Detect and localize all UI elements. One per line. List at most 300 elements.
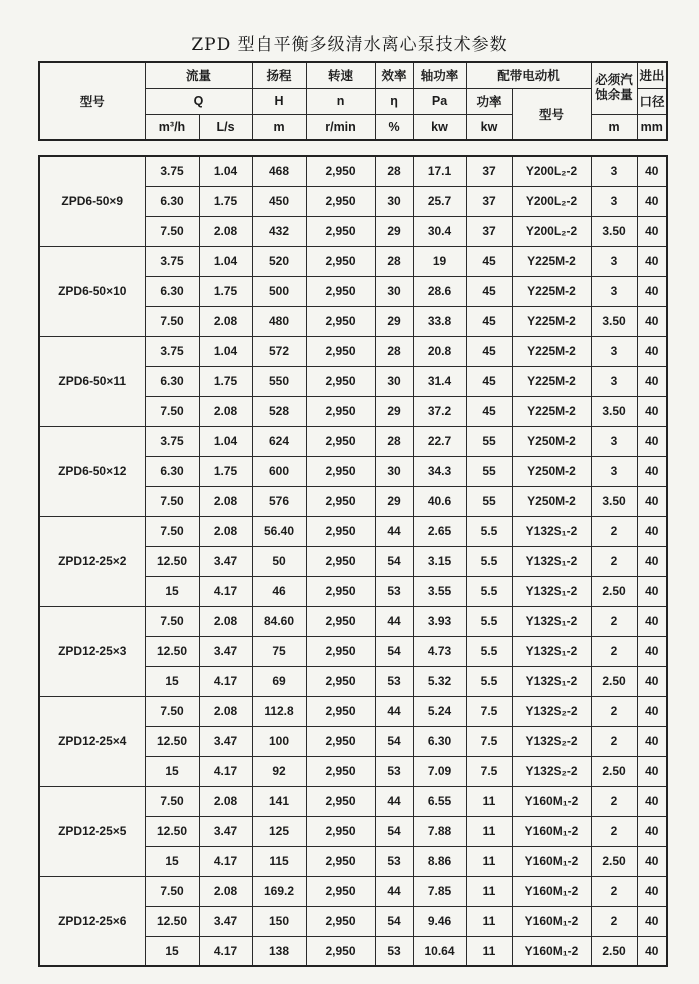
cell-speed-rmin: 2,950 (306, 696, 375, 726)
cell-flow-ls: 2.08 (199, 606, 252, 636)
cell-npsh-m: 3 (591, 186, 637, 216)
cell-head-m: 600 (252, 456, 306, 486)
cell-port-mm: 40 (637, 336, 667, 366)
cell-eff-pct: 29 (375, 486, 413, 516)
cell-flow-ls: 2.08 (199, 216, 252, 246)
cell-flow-m3h: 3.75 (145, 156, 199, 186)
cell-port-mm: 40 (637, 546, 667, 576)
cell-speed-rmin: 2,950 (306, 726, 375, 756)
table-row (39, 696, 667, 726)
cell-motor-power-kw: 7.5 (466, 726, 512, 756)
cell-flow-ls: 1.75 (199, 276, 252, 306)
cell-speed-rmin: 2,950 (306, 456, 375, 486)
cell-motor-power-kw: 37 (466, 186, 512, 216)
cell-port-mm: 40 (637, 186, 667, 216)
header-motor: 配带电动机 (466, 62, 591, 88)
cell-motor-power-kw: 5.5 (466, 516, 512, 546)
pump-model-cell: ZPD12-25×2 (39, 516, 145, 606)
cell-shaft-kw: 40.6 (413, 486, 466, 516)
cell-motor-power-kw: 11 (466, 936, 512, 966)
cell-speed-rmin: 2,950 (306, 846, 375, 876)
cell-port-mm: 40 (637, 426, 667, 456)
cell-head-m: 150 (252, 906, 306, 936)
pump-model-cell: ZPD12-25×6 (39, 876, 145, 966)
cell-npsh-m: 3 (591, 336, 637, 366)
cell-eff-pct: 28 (375, 336, 413, 366)
cell-motor-power-kw: 11 (466, 786, 512, 816)
cell-flow-ls: 2.08 (199, 396, 252, 426)
cell-eff-pct: 54 (375, 906, 413, 936)
cell-port-mm: 40 (637, 396, 667, 426)
cell-port-mm: 40 (637, 906, 667, 936)
header-unit-shaft-kw: kw (413, 114, 466, 140)
cell-speed-rmin: 2,950 (306, 876, 375, 906)
header-port-line1: 进出 (637, 62, 667, 88)
cell-motor-model: Y160M₁-2 (512, 846, 591, 876)
cell-npsh-m: 2.50 (591, 756, 637, 786)
cell-flow-ls: 3.47 (199, 816, 252, 846)
cell-eff-pct: 44 (375, 606, 413, 636)
cell-motor-model: Y160M₁-2 (512, 876, 591, 906)
header-speed: 转速 (306, 62, 375, 88)
cell-port-mm: 40 (637, 246, 667, 276)
pump-model-cell: ZPD12-25×4 (39, 696, 145, 786)
cell-eff-pct: 28 (375, 426, 413, 456)
header-shaft-power: 轴功率 (413, 62, 466, 88)
cell-speed-rmin: 2,950 (306, 186, 375, 216)
cell-flow-ls: 1.04 (199, 246, 252, 276)
cell-npsh-m: 2 (591, 726, 637, 756)
cell-head-m: 169.2 (252, 876, 306, 906)
cell-head-m: 141 (252, 786, 306, 816)
cell-motor-power-kw: 5.5 (466, 666, 512, 696)
cell-motor-model: Y200L₂-2 (512, 156, 591, 186)
cell-speed-rmin: 2,950 (306, 216, 375, 246)
cell-eff-pct: 53 (375, 756, 413, 786)
cell-head-m: 115 (252, 846, 306, 876)
pump-model-cell: ZPD6-50×9 (39, 156, 145, 246)
cell-motor-power-kw: 11 (466, 846, 512, 876)
cell-flow-m3h: 6.30 (145, 366, 199, 396)
cell-shaft-kw: 4.73 (413, 636, 466, 666)
cell-port-mm: 40 (637, 726, 667, 756)
cell-shaft-kw: 7.88 (413, 816, 466, 846)
cell-motor-power-kw: 45 (466, 336, 512, 366)
cell-flow-ls: 4.17 (199, 756, 252, 786)
cell-npsh-m: 2.50 (591, 666, 637, 696)
cell-motor-model: Y132S₁-2 (512, 636, 591, 666)
cell-eff-pct: 30 (375, 456, 413, 486)
pump-model-cell: ZPD6-50×11 (39, 336, 145, 426)
table-row (39, 516, 667, 546)
cell-head-m: 432 (252, 216, 306, 246)
cell-flow-m3h: 12.50 (145, 906, 199, 936)
cell-shaft-kw: 34.3 (413, 456, 466, 486)
cell-flow-m3h: 7.50 (145, 516, 199, 546)
cell-flow-m3h: 7.50 (145, 396, 199, 426)
cell-npsh-m: 2.50 (591, 846, 637, 876)
cell-shaft-kw: 33.8 (413, 306, 466, 336)
cell-speed-rmin: 2,950 (306, 636, 375, 666)
cell-motor-model: Y132S₁-2 (512, 576, 591, 606)
cell-npsh-m: 3.50 (591, 396, 637, 426)
cell-speed-rmin: 2,950 (306, 606, 375, 636)
cell-eff-pct: 53 (375, 936, 413, 966)
cell-head-m: 84.60 (252, 606, 306, 636)
cell-eff-pct: 53 (375, 666, 413, 696)
cell-motor-model: Y132S₁-2 (512, 606, 591, 636)
cell-eff-pct: 53 (375, 846, 413, 876)
cell-eff-pct: 30 (375, 186, 413, 216)
cell-shaft-kw: 6.30 (413, 726, 466, 756)
cell-motor-model: Y200L₂-2 (512, 216, 591, 246)
cell-motor-power-kw: 7.5 (466, 756, 512, 786)
cell-flow-m3h: 7.50 (145, 786, 199, 816)
cell-motor-power-kw: 55 (466, 426, 512, 456)
cell-motor-model: Y132S₂-2 (512, 696, 591, 726)
cell-head-m: 572 (252, 336, 306, 366)
cell-head-m: 50 (252, 546, 306, 576)
parameter-header-table (38, 61, 668, 141)
cell-npsh-m: 3.50 (591, 216, 637, 246)
cell-head-m: 450 (252, 186, 306, 216)
cell-shaft-kw: 25.7 (413, 186, 466, 216)
cell-speed-rmin: 2,950 (306, 516, 375, 546)
cell-head-m: 46 (252, 576, 306, 606)
cell-shaft-kw: 2.65 (413, 516, 466, 546)
cell-shaft-kw: 3.55 (413, 576, 466, 606)
cell-eff-pct: 30 (375, 366, 413, 396)
header-pa-symbol: Pa (413, 88, 466, 114)
cell-eff-pct: 29 (375, 306, 413, 336)
cell-shaft-kw: 5.32 (413, 666, 466, 696)
cell-shaft-kw: 8.86 (413, 846, 466, 876)
cell-eff-pct: 28 (375, 156, 413, 186)
cell-npsh-m: 2.50 (591, 936, 637, 966)
pump-model-cell: ZPD6-50×12 (39, 426, 145, 516)
cell-flow-m3h: 15 (145, 756, 199, 786)
cell-eff-pct: 54 (375, 636, 413, 666)
cell-motor-power-kw: 11 (466, 906, 512, 936)
cell-head-m: 500 (252, 276, 306, 306)
cell-motor-power-kw: 55 (466, 456, 512, 486)
cell-flow-m3h: 15 (145, 846, 199, 876)
cell-motor-power-kw: 5.5 (466, 606, 512, 636)
cell-head-m: 92 (252, 756, 306, 786)
cell-motor-model: Y225M-2 (512, 396, 591, 426)
cell-flow-ls: 1.75 (199, 186, 252, 216)
header-unit-m3h: m³/h (145, 114, 199, 140)
cell-speed-rmin: 2,950 (306, 936, 375, 966)
cell-motor-model: Y132S₂-2 (512, 756, 591, 786)
header-unit-ls: L/s (199, 114, 252, 140)
cell-npsh-m: 2 (591, 606, 637, 636)
cell-motor-power-kw: 5.5 (466, 576, 512, 606)
header-row-1 (39, 62, 667, 88)
cell-flow-m3h: 7.50 (145, 696, 199, 726)
header-unit-motor-kw: kw (466, 114, 512, 140)
cell-npsh-m: 3 (591, 276, 637, 306)
cell-port-mm: 40 (637, 846, 667, 876)
cell-motor-model: Y132S₁-2 (512, 666, 591, 696)
cell-flow-m3h: 7.50 (145, 606, 199, 636)
cell-speed-rmin: 2,950 (306, 786, 375, 816)
cell-motor-model: Y132S₂-2 (512, 726, 591, 756)
cell-port-mm: 40 (637, 666, 667, 696)
cell-flow-m3h: 12.50 (145, 726, 199, 756)
cell-flow-m3h: 15 (145, 666, 199, 696)
cell-port-mm: 40 (637, 696, 667, 726)
cell-flow-ls: 1.04 (199, 156, 252, 186)
cell-npsh-m: 3 (591, 366, 637, 396)
cell-speed-rmin: 2,950 (306, 426, 375, 456)
cell-head-m: 528 (252, 396, 306, 426)
cell-head-m: 100 (252, 726, 306, 756)
cell-flow-m3h: 12.50 (145, 636, 199, 666)
cell-flow-ls: 2.08 (199, 696, 252, 726)
cell-eff-pct: 54 (375, 726, 413, 756)
cell-motor-model: Y225M-2 (512, 306, 591, 336)
cell-flow-ls: 2.08 (199, 486, 252, 516)
cell-shaft-kw: 30.4 (413, 216, 466, 246)
cell-shaft-kw: 6.55 (413, 786, 466, 816)
cell-motor-model: Y200L₂-2 (512, 186, 591, 216)
cell-flow-m3h: 7.50 (145, 876, 199, 906)
table-row (39, 156, 667, 186)
cell-motor-model: Y132S₁-2 (512, 516, 591, 546)
cell-shaft-kw: 3.93 (413, 606, 466, 636)
header-efficiency: 效率 (375, 62, 413, 88)
header-unit-head-m: m (252, 114, 306, 140)
cell-motor-model: Y250M-2 (512, 456, 591, 486)
cell-flow-m3h: 3.75 (145, 426, 199, 456)
cell-speed-rmin: 2,950 (306, 156, 375, 186)
cell-npsh-m: 3 (591, 246, 637, 276)
parameter-data-table (38, 155, 668, 967)
header-motor-power: 功率 (466, 88, 512, 114)
table-row (39, 606, 667, 636)
cell-motor-power-kw: 7.5 (466, 696, 512, 726)
cell-head-m: 75 (252, 636, 306, 666)
header-h-symbol: H (252, 88, 306, 114)
cell-flow-m3h: 7.50 (145, 216, 199, 246)
cell-head-m: 520 (252, 246, 306, 276)
cell-port-mm: 40 (637, 216, 667, 246)
cell-motor-model: Y225M-2 (512, 246, 591, 276)
cell-flow-ls: 1.75 (199, 456, 252, 486)
cell-eff-pct: 29 (375, 216, 413, 246)
cell-flow-m3h: 7.50 (145, 306, 199, 336)
cell-port-mm: 40 (637, 306, 667, 336)
header-motor-model: 型号 (512, 88, 591, 140)
cell-speed-rmin: 2,950 (306, 306, 375, 336)
cell-motor-power-kw: 55 (466, 486, 512, 516)
cell-motor-power-kw: 45 (466, 246, 512, 276)
cell-flow-ls: 1.75 (199, 366, 252, 396)
cell-head-m: 125 (252, 816, 306, 846)
cell-flow-m3h: 15 (145, 576, 199, 606)
table-row (39, 336, 667, 366)
cell-npsh-m: 2.50 (591, 576, 637, 606)
cell-eff-pct: 53 (375, 576, 413, 606)
cell-motor-power-kw: 45 (466, 306, 512, 336)
cell-motor-power-kw: 5.5 (466, 546, 512, 576)
table-row (39, 426, 667, 456)
cell-motor-model: Y160M₁-2 (512, 906, 591, 936)
header-unit-npsh-m: m (591, 114, 637, 140)
cell-speed-rmin: 2,950 (306, 396, 375, 426)
cell-flow-m3h: 15 (145, 936, 199, 966)
cell-shaft-kw: 7.85 (413, 876, 466, 906)
header-unit-rmin: r/min (306, 114, 375, 140)
cell-flow-m3h: 12.50 (145, 546, 199, 576)
table-row (39, 876, 667, 906)
cell-motor-model: Y160M₁-2 (512, 936, 591, 966)
header-head: 扬程 (252, 62, 306, 88)
cell-motor-model: Y250M-2 (512, 426, 591, 456)
cell-motor-model: Y160M₁-2 (512, 786, 591, 816)
cell-port-mm: 40 (637, 486, 667, 516)
pump-model-cell: ZPD6-50×10 (39, 246, 145, 336)
cell-eff-pct: 54 (375, 816, 413, 846)
cell-npsh-m: 2 (591, 636, 637, 666)
cell-port-mm: 40 (637, 816, 667, 846)
cell-flow-ls: 1.04 (199, 336, 252, 366)
table-row (39, 246, 667, 276)
header-q-symbol: Q (145, 88, 252, 114)
cell-flow-ls: 2.08 (199, 516, 252, 546)
cell-flow-m3h: 6.30 (145, 186, 199, 216)
cell-port-mm: 40 (637, 276, 667, 306)
cell-npsh-m: 3 (591, 426, 637, 456)
cell-eff-pct: 44 (375, 876, 413, 906)
data-table-body (39, 156, 667, 966)
cell-eff-pct: 44 (375, 786, 413, 816)
cell-motor-model: Y225M-2 (512, 336, 591, 366)
cell-flow-ls: 2.08 (199, 306, 252, 336)
page-title: ZPD 型自平衡多级清水离心泵技术参数 (191, 35, 508, 55)
cell-speed-rmin: 2,950 (306, 486, 375, 516)
cell-eff-pct: 30 (375, 276, 413, 306)
cell-shaft-kw: 10.64 (413, 936, 466, 966)
cell-speed-rmin: 2,950 (306, 666, 375, 696)
cell-port-mm: 40 (637, 636, 667, 666)
header-eta-symbol: η (375, 88, 413, 114)
header-unit-pct: % (375, 114, 413, 140)
cell-flow-ls: 3.47 (199, 906, 252, 936)
cell-flow-ls: 3.47 (199, 636, 252, 666)
cell-motor-model: Y225M-2 (512, 276, 591, 306)
cell-speed-rmin: 2,950 (306, 366, 375, 396)
cell-head-m: 550 (252, 366, 306, 396)
cell-npsh-m: 2 (591, 876, 637, 906)
cell-port-mm: 40 (637, 606, 667, 636)
pump-model-cell: ZPD12-25×5 (39, 786, 145, 876)
cell-flow-ls: 2.08 (199, 876, 252, 906)
cell-speed-rmin: 2,950 (306, 276, 375, 306)
cell-port-mm: 40 (637, 366, 667, 396)
cell-port-mm: 40 (637, 876, 667, 906)
cell-shaft-kw: 37.2 (413, 396, 466, 426)
cell-npsh-m: 3 (591, 456, 637, 486)
cell-speed-rmin: 2,950 (306, 816, 375, 846)
header-flow: 流量 (145, 62, 252, 88)
cell-motor-power-kw: 37 (466, 216, 512, 246)
cell-npsh-m: 3.50 (591, 306, 637, 336)
cell-port-mm: 40 (637, 756, 667, 786)
cell-eff-pct: 29 (375, 396, 413, 426)
cell-speed-rmin: 2,950 (306, 576, 375, 606)
cell-shaft-kw: 19 (413, 246, 466, 276)
cell-npsh-m: 2 (591, 516, 637, 546)
cell-flow-ls: 3.47 (199, 726, 252, 756)
pump-model-cell: ZPD12-25×3 (39, 606, 145, 696)
cell-head-m: 56.40 (252, 516, 306, 546)
cell-port-mm: 40 (637, 156, 667, 186)
table-row (39, 786, 667, 816)
cell-port-mm: 40 (637, 786, 667, 816)
cell-speed-rmin: 2,950 (306, 906, 375, 936)
cell-shaft-kw: 20.8 (413, 336, 466, 366)
cell-shaft-kw: 28.6 (413, 276, 466, 306)
header-npsh (591, 62, 637, 114)
cell-eff-pct: 54 (375, 546, 413, 576)
cell-eff-pct: 44 (375, 516, 413, 546)
cell-flow-ls: 3.47 (199, 546, 252, 576)
cell-motor-model: Y160M₁-2 (512, 816, 591, 846)
header-npsh-line2: 蚀余量 (595, 88, 633, 103)
cell-npsh-m: 2 (591, 816, 637, 846)
cell-speed-rmin: 2,950 (306, 756, 375, 786)
cell-flow-m3h: 6.30 (145, 456, 199, 486)
cell-flow-ls: 4.17 (199, 576, 252, 606)
cell-motor-model: Y132S₁-2 (512, 546, 591, 576)
cell-head-m: 576 (252, 486, 306, 516)
cell-motor-power-kw: 5.5 (466, 636, 512, 666)
cell-speed-rmin: 2,950 (306, 336, 375, 366)
cell-head-m: 69 (252, 666, 306, 696)
cell-port-mm: 40 (637, 576, 667, 606)
cell-head-m: 138 (252, 936, 306, 966)
cell-npsh-m: 2 (591, 786, 637, 816)
cell-shaft-kw: 7.09 (413, 756, 466, 786)
cell-head-m: 112.8 (252, 696, 306, 726)
cell-motor-power-kw: 45 (466, 276, 512, 306)
cell-motor-model: Y225M-2 (512, 366, 591, 396)
cell-head-m: 624 (252, 426, 306, 456)
header-n-symbol: n (306, 88, 375, 114)
cell-flow-m3h: 6.30 (145, 276, 199, 306)
cell-motor-power-kw: 11 (466, 876, 512, 906)
cell-npsh-m: 3.50 (591, 486, 637, 516)
cell-flow-m3h: 3.75 (145, 246, 199, 276)
cell-motor-power-kw: 11 (466, 816, 512, 846)
cell-port-mm: 40 (637, 936, 667, 966)
cell-motor-power-kw: 37 (466, 156, 512, 186)
cell-flow-ls: 4.17 (199, 846, 252, 876)
cell-port-mm: 40 (637, 456, 667, 486)
cell-eff-pct: 44 (375, 696, 413, 726)
cell-speed-rmin: 2,950 (306, 246, 375, 276)
cell-shaft-kw: 17.1 (413, 156, 466, 186)
cell-head-m: 468 (252, 156, 306, 186)
cell-shaft-kw: 3.15 (413, 546, 466, 576)
cell-shaft-kw: 31.4 (413, 366, 466, 396)
cell-port-mm: 40 (637, 516, 667, 546)
cell-npsh-m: 2 (591, 696, 637, 726)
header-model: 型号 (39, 62, 145, 140)
cell-speed-rmin: 2,950 (306, 546, 375, 576)
